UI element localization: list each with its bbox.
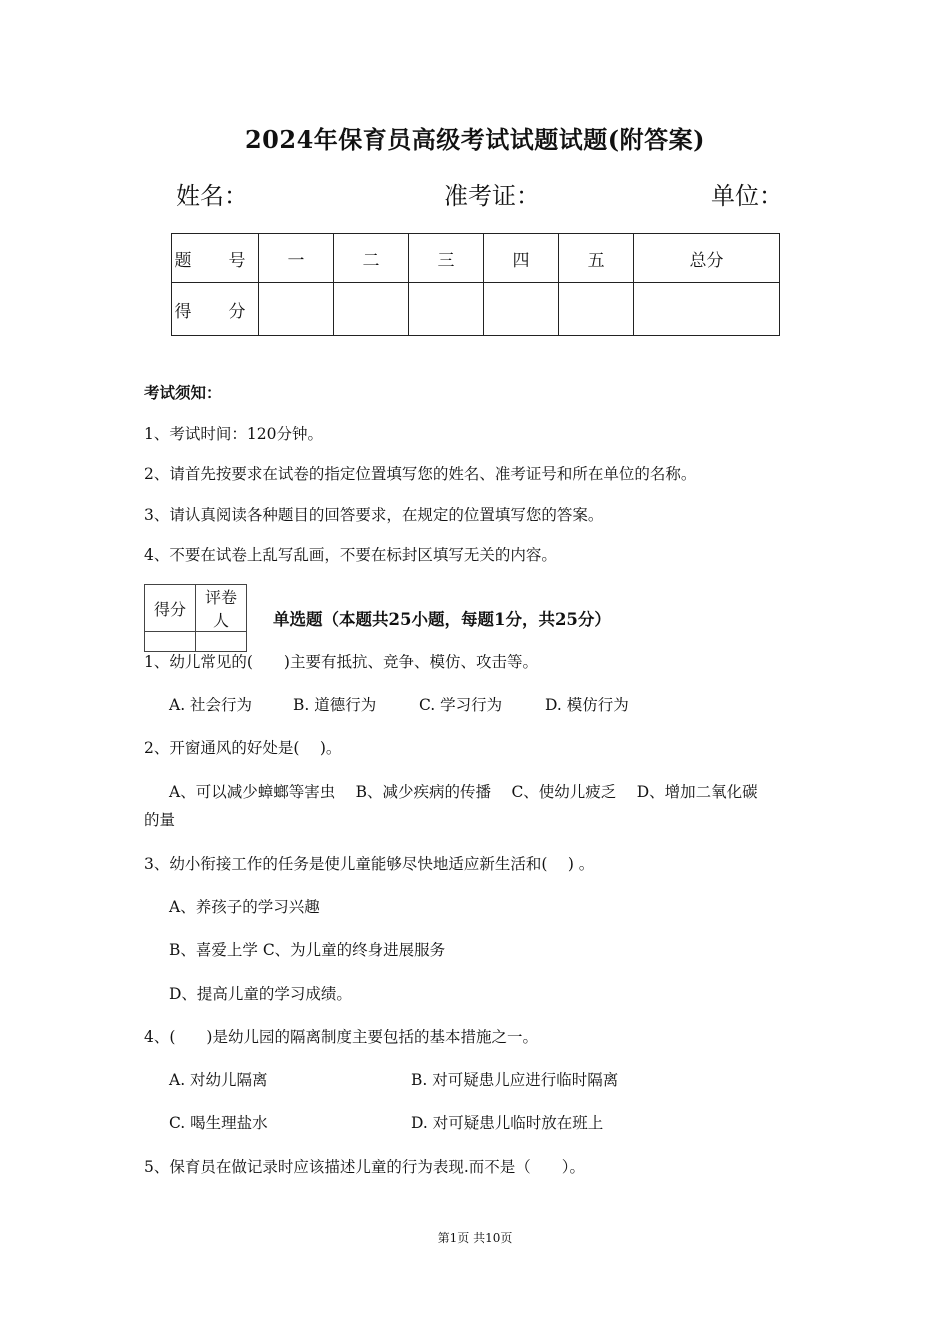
score-table-score-row [172, 283, 780, 336]
q3-option-a[interactable]: A、养孩子的学习兴趣 [169, 898, 320, 916]
q3-option-d[interactable]: D、提高儿童的学习成绩。 [169, 985, 352, 1003]
section-title: 单选题（本题共25小题，每题1分，共25分） [273, 610, 611, 629]
question-4-stem: 4、( )是幼儿园的隔离制度主要包括的基本措施之一。 [144, 1028, 538, 1046]
question-2-stem: 2、开窗通风的好处是( )。 [144, 739, 342, 757]
notice-item-1: 1、考试时间：120分钟。 [144, 425, 323, 443]
q3-option-bc[interactable]: B、喜爱上学 C、为儿童的终身进展服务 [169, 941, 446, 959]
score-table [171, 233, 780, 336]
q2-options-line1[interactable]: A、可以减少蟑螂等害虫 B、减少疾病的传播 C、使幼儿疲乏 D、增加二氧化碳 [169, 783, 758, 801]
grader-box [144, 584, 247, 652]
question-5-stem: 5、保育员在做记录时应该描述儿童的行为表现.而不是（ ）。 [144, 1158, 586, 1176]
grader-name-label: 评卷人 [196, 585, 247, 632]
header-cell-label: 题 号 [172, 234, 259, 283]
q2-options-line2: 的量 [144, 811, 176, 829]
score-cell-total[interactable] [634, 283, 780, 336]
q4-option-b[interactable]: B. 对可疑患儿应进行临时隔离 [411, 1071, 619, 1089]
q1-option-d[interactable]: D. 模仿行为 [545, 696, 629, 714]
question-1-stem: 1、幼儿常见的( )主要有抵抗、竞争、模仿、攻击等。 [144, 653, 538, 671]
q1-option-c[interactable]: C. 学习行为 [419, 696, 503, 714]
score-cell-4[interactable] [484, 283, 559, 336]
exam-id-field-label: 准考证： [444, 182, 540, 210]
header-cell-5: 五 [559, 234, 634, 283]
unit-field-label: 单位： [711, 182, 783, 210]
header-cell-3: 三 [409, 234, 484, 283]
name-field-label: 姓名： [176, 182, 248, 210]
page-title: 2024年保育员高级考试试题试题(附答案) [244, 125, 705, 154]
q1-option-b[interactable]: B. 道德行为 [293, 696, 377, 714]
grader-name-cell[interactable] [196, 632, 247, 652]
score-table-header-row [172, 234, 780, 283]
q1-option-a[interactable]: A. 社会行为 [169, 696, 253, 714]
notice-item-3: 3、请认真阅读各种题目的回答要求，在规定的位置填写您的答案。 [144, 506, 604, 524]
score-cell-1[interactable] [259, 283, 334, 336]
header-cell-2: 二 [334, 234, 409, 283]
grader-score-label: 得分 [145, 585, 196, 632]
notice-item-2: 2、请首先按要求在试卷的指定位置填写您的姓名、准考证号和所在单位的名称。 [144, 465, 697, 483]
score-cell-3[interactable] [409, 283, 484, 336]
header-cell-total: 总分 [634, 234, 780, 283]
grader-score-cell[interactable] [145, 632, 196, 652]
notice-item-4: 4、不要在试卷上乱写乱画，不要在标封区填写无关的内容。 [144, 546, 557, 564]
score-cell-5[interactable] [559, 283, 634, 336]
question-3-stem: 3、幼小衔接工作的任务是使儿童能够尽快地适应新生活和( ) 。 [144, 855, 595, 873]
score-cell-2[interactable] [334, 283, 409, 336]
header-cell-1: 一 [259, 234, 334, 283]
page-footer: 第1页 共10页 [437, 1231, 513, 1245]
q4-option-d[interactable]: D. 对可疑患儿临时放在班上 [411, 1114, 604, 1132]
q4-option-c[interactable]: C. 喝生理盐水 [169, 1114, 268, 1132]
notice-heading: 考试须知： [144, 383, 222, 402]
score-row-label: 得 分 [172, 283, 259, 336]
header-cell-4: 四 [484, 234, 559, 283]
q4-option-a[interactable]: A. 对幼儿隔离 [169, 1071, 268, 1089]
